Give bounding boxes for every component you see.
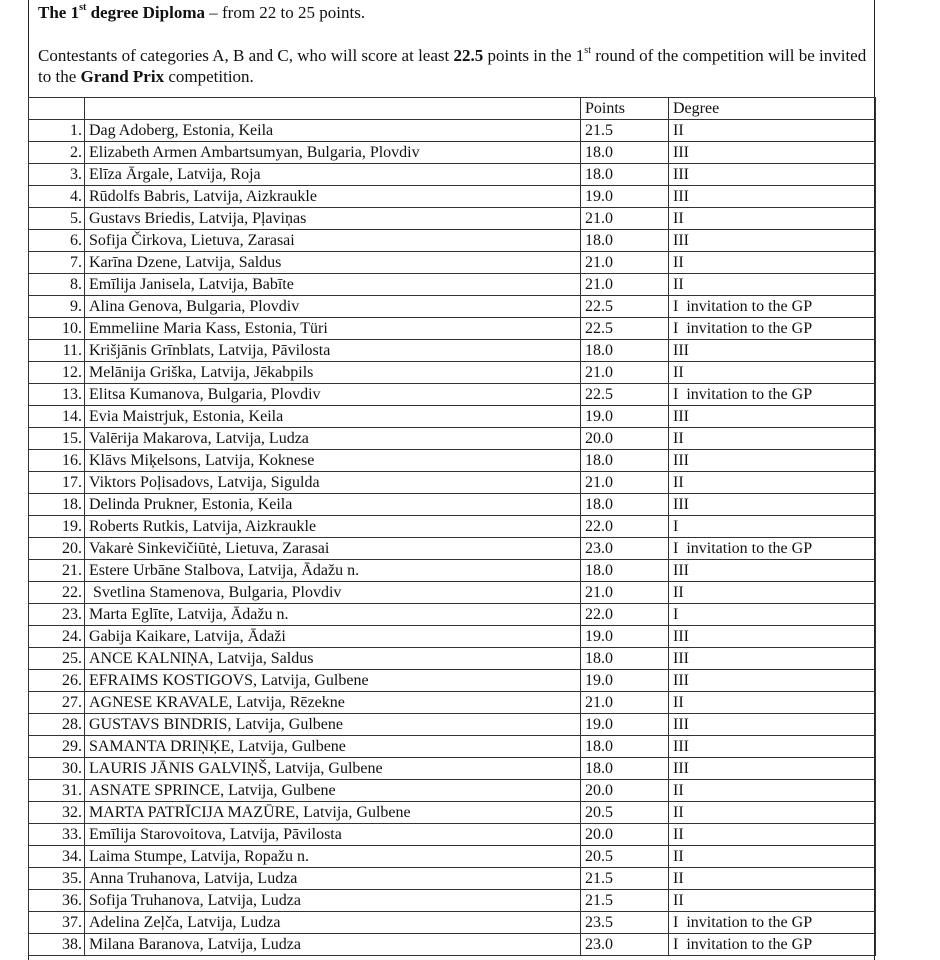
contestant-name: ASNATE SPRINCE, Latvija, Gulbene	[85, 780, 581, 802]
contestant-name: Karīna Dzene, Latvija, Saldus	[85, 252, 581, 274]
row-number: 19.	[29, 516, 85, 538]
row-degree: I invitation to the GP	[669, 934, 876, 956]
row-points: 23.0	[581, 934, 669, 956]
row-points: 21.0	[581, 362, 669, 384]
row-points: 21.0	[581, 692, 669, 714]
contestant-name: Elīza Ārgale, Latvija, Roja	[85, 164, 581, 186]
row-number: 28.	[29, 714, 85, 736]
contestant-name: ANCE KALNIŅA, Latvija, Saldus	[85, 648, 581, 670]
contestant-name: Elizabeth Armen Ambartsumyan, Bulgaria, Plovdiv	[85, 142, 581, 164]
table-row	[29, 736, 876, 758]
contestant-name: Evia Maistrjuk, Estonia, Keila	[85, 406, 581, 428]
row-points: 18.0	[581, 340, 669, 362]
row-degree: II	[669, 846, 876, 868]
row-points: 23.0	[581, 538, 669, 560]
contestant-name: Delinda Prukner, Estonia, Keila	[85, 494, 581, 516]
gp-text-4: competition.	[164, 67, 254, 86]
row-degree: I invitation to the GP	[669, 538, 876, 560]
contestant-name: Sofija Čirkova, Lietuva, Zarasai	[85, 230, 581, 252]
row-points: 21.5	[581, 868, 669, 890]
row-degree: II	[669, 780, 876, 802]
row-points: 18.0	[581, 758, 669, 780]
row-points: 19.0	[581, 626, 669, 648]
contestant-name: Anna Truhanova, Latvija, Ludza	[85, 868, 581, 890]
row-number: 30.	[29, 758, 85, 780]
table-row	[29, 582, 876, 604]
row-points: 19.0	[581, 714, 669, 736]
row-number: 29.	[29, 736, 85, 758]
row-degree: III	[669, 648, 876, 670]
row-number: 22.	[29, 582, 85, 604]
row-degree: I invitation to the GP	[669, 912, 876, 934]
row-points: 20.5	[581, 802, 669, 824]
table-row	[29, 516, 876, 538]
row-number: 2.	[29, 142, 85, 164]
contestant-name: Milana Baranova, Latvija, Ludza	[85, 934, 581, 956]
diploma-label-suffix: degree Diploma	[86, 3, 205, 22]
row-number: 15.	[29, 428, 85, 450]
row-number: 3.	[29, 164, 85, 186]
table-row	[29, 450, 876, 472]
row-degree: III	[669, 714, 876, 736]
table-row	[29, 604, 876, 626]
row-points: 18.0	[581, 164, 669, 186]
row-degree: II	[669, 472, 876, 494]
gp-text-3: round of the competition will be invited to the	[38, 46, 867, 86]
row-points: 18.0	[581, 142, 669, 164]
table-row	[29, 186, 876, 208]
contestant-name: Adelina Zeļča, Latvija, Ludza	[85, 912, 581, 934]
row-number: 31.	[29, 780, 85, 802]
table-row	[29, 318, 876, 340]
diploma-range-text: – from 22 to 25 points.	[205, 3, 366, 22]
contestant-name: Roberts Rutkis, Latvija, Aizkraukle	[85, 516, 581, 538]
results-body	[29, 120, 876, 956]
table-row	[29, 142, 876, 164]
row-degree: III	[669, 406, 876, 428]
row-number: 12.	[29, 362, 85, 384]
row-degree: II	[669, 868, 876, 890]
row-number: 36.	[29, 890, 85, 912]
row-number: 17.	[29, 472, 85, 494]
row-degree: II	[669, 802, 876, 824]
contestant-name: SAMANTA DRIŅĶE, Latvija, Gulbene	[85, 736, 581, 758]
row-points: 21.0	[581, 582, 669, 604]
table-row	[29, 384, 876, 406]
diploma-criteria-line	[38, 2, 868, 23]
row-points: 20.0	[581, 824, 669, 846]
row-points: 22.0	[581, 516, 669, 538]
row-points: 22.5	[581, 296, 669, 318]
table-row	[29, 164, 876, 186]
row-number: 32.	[29, 802, 85, 824]
row-number: 7.	[29, 252, 85, 274]
contestant-name: Emīlija Janisela, Latvija, Babīte	[85, 274, 581, 296]
contestant-name: Rūdolfs Babris, Latvija, Aizkraukle	[85, 186, 581, 208]
table-row	[29, 692, 876, 714]
row-number: 37.	[29, 912, 85, 934]
contestant-name: MARTA PATRĪCIJA MAZŪRE, Latvija, Gulbene	[85, 802, 581, 824]
contestant-name: LAURIS JĀNIS GALVIŅŠ, Latvija, Gulbene	[85, 758, 581, 780]
gp-text-2: points in the 1	[483, 46, 585, 65]
contestant-name: Alina Genova, Bulgaria, Plovdiv	[85, 296, 581, 318]
table-row	[29, 560, 876, 582]
row-points: 18.0	[581, 648, 669, 670]
row-degree: III	[669, 340, 876, 362]
row-degree: III	[669, 494, 876, 516]
row-degree: III	[669, 736, 876, 758]
row-number: 34.	[29, 846, 85, 868]
row-number: 10.	[29, 318, 85, 340]
row-degree: I	[669, 604, 876, 626]
contestant-name: Viktors Poļisadovs, Latvija, Sigulda	[85, 472, 581, 494]
table-row	[29, 538, 876, 560]
row-number: 23.	[29, 604, 85, 626]
table-row	[29, 780, 876, 802]
row-number: 5.	[29, 208, 85, 230]
table-row	[29, 340, 876, 362]
row-degree: II	[669, 428, 876, 450]
row-points: 18.0	[581, 736, 669, 758]
contestant-name: Klāvs Miķelsons, Latvija, Koknese	[85, 450, 581, 472]
contestant-name: Melānija Griška, Latvija, Jēkabpils	[85, 362, 581, 384]
row-points: 21.5	[581, 120, 669, 142]
row-number: 14.	[29, 406, 85, 428]
row-number: 4.	[29, 186, 85, 208]
row-number: 21.	[29, 560, 85, 582]
row-points: 20.0	[581, 428, 669, 450]
table-row	[29, 626, 876, 648]
gp-text-1: Contestants of categories A, B and C, who will score at least	[38, 46, 454, 65]
table-row	[29, 252, 876, 274]
table-row	[29, 120, 876, 142]
contestant-name: Laima Stumpe, Latvija, Ropažu n.	[85, 846, 581, 868]
row-number: 1.	[29, 120, 85, 142]
row-points: 18.0	[581, 450, 669, 472]
row-number: 13.	[29, 384, 85, 406]
diploma-label-prefix: The 1	[38, 3, 80, 22]
header-points: Points	[581, 98, 669, 120]
row-points: 18.0	[581, 230, 669, 252]
contestant-name: GUSTAVS BINDRIS, Latvija, Gulbene	[85, 714, 581, 736]
row-degree: III	[669, 186, 876, 208]
contestant-name: Estere Urbāne Stalbova, Latvija, Ādažu n.	[85, 560, 581, 582]
row-degree: II	[669, 362, 876, 384]
grand-prix-label: Grand Prix	[80, 67, 165, 86]
contestant-name: Dag Adoberg, Estonia, Keila	[85, 120, 581, 142]
row-points: 18.0	[581, 560, 669, 582]
row-points: 19.0	[581, 406, 669, 428]
table-row	[29, 868, 876, 890]
row-degree: I	[669, 516, 876, 538]
row-degree: II	[669, 582, 876, 604]
row-degree: II	[669, 274, 876, 296]
contestant-name: EFRAIMS KOSTIGOVS, Latvija, Gulbene	[85, 670, 581, 692]
row-points: 21.0	[581, 208, 669, 230]
contestant-name: Elitsa Kumanova, Bulgaria, Plovdiv	[85, 384, 581, 406]
gp-points-threshold: 22.5	[453, 46, 484, 65]
contestant-name: Emīlija Starovoitova, Latvija, Pāvilosta	[85, 824, 581, 846]
table-row	[29, 890, 876, 912]
row-points: 19.0	[581, 186, 669, 208]
row-degree: III	[669, 626, 876, 648]
table-row	[29, 230, 876, 252]
row-points: 21.0	[581, 252, 669, 274]
contestant-name: Svetlina Stamenova, Bulgaria, Plovdiv	[85, 582, 581, 604]
table-row	[29, 824, 876, 846]
row-number: 27.	[29, 692, 85, 714]
row-number: 18.	[29, 494, 85, 516]
contestant-name: Sofija Truhanova, Latvija, Ludza	[85, 890, 581, 912]
table-row	[29, 494, 876, 516]
table-row	[29, 670, 876, 692]
contestant-name: Gabija Kaikare, Latvija, Ādaži	[85, 626, 581, 648]
contestant-name: Vakarė Sinkevičiūtė, Lietuva, Zarasai	[85, 538, 581, 560]
row-degree: III	[669, 142, 876, 164]
header-number	[29, 98, 85, 120]
grand-prix-paragraph	[38, 45, 868, 87]
row-points: 21.5	[581, 890, 669, 912]
table-row	[29, 846, 876, 868]
row-degree: I invitation to the GP	[669, 296, 876, 318]
table-row	[29, 428, 876, 450]
row-degree: II	[669, 252, 876, 274]
table-row	[29, 472, 876, 494]
table-row	[29, 714, 876, 736]
row-degree: III	[669, 450, 876, 472]
row-degree: I invitation to the GP	[669, 318, 876, 340]
row-degree: III	[669, 230, 876, 252]
header-name	[85, 98, 581, 120]
intro-section	[38, 2, 868, 87]
table-row	[29, 648, 876, 670]
table-row	[29, 802, 876, 824]
row-number: 6.	[29, 230, 85, 252]
contestant-name: Emmeliine Maria Kass, Estonia, Türi	[85, 318, 581, 340]
row-number: 20.	[29, 538, 85, 560]
row-points: 20.0	[581, 780, 669, 802]
contestant-name: Marta Eglīte, Latvija, Ādažu n.	[85, 604, 581, 626]
table-row	[29, 296, 876, 318]
row-number: 11.	[29, 340, 85, 362]
row-degree: II	[669, 692, 876, 714]
results-table	[28, 97, 876, 956]
row-points: 20.5	[581, 846, 669, 868]
row-degree: II	[669, 890, 876, 912]
contestant-name: Valērija Makarova, Latvija, Ludza	[85, 428, 581, 450]
row-degree: II	[669, 824, 876, 846]
row-number: 24.	[29, 626, 85, 648]
table-row	[29, 362, 876, 384]
row-number: 33.	[29, 824, 85, 846]
row-points: 19.0	[581, 670, 669, 692]
table-row	[29, 208, 876, 230]
contestant-name: Krišjānis Grīnblats, Latvija, Pāvilosta	[85, 340, 581, 362]
row-degree: III	[669, 670, 876, 692]
contestant-name: AGNESE KRAVALE, Latvija, Rēzekne	[85, 692, 581, 714]
row-points: 22.5	[581, 384, 669, 406]
table-row	[29, 912, 876, 934]
row-number: 16.	[29, 450, 85, 472]
table-row	[29, 934, 876, 956]
row-points: 21.0	[581, 472, 669, 494]
row-degree: I invitation to the GP	[669, 384, 876, 406]
diploma-label-sup: st	[79, 2, 87, 14]
row-number: 9.	[29, 296, 85, 318]
table-row	[29, 274, 876, 296]
row-number: 38.	[29, 934, 85, 956]
row-degree: III	[669, 164, 876, 186]
row-points: 23.5	[581, 912, 669, 934]
row-number: 26.	[29, 670, 85, 692]
row-degree: II	[669, 120, 876, 142]
row-number: 8.	[29, 274, 85, 296]
table-row	[29, 406, 876, 428]
row-degree: III	[669, 560, 876, 582]
row-number: 25.	[29, 648, 85, 670]
header-degree: Degree	[669, 98, 876, 120]
row-number: 35.	[29, 868, 85, 890]
row-points: 22.5	[581, 318, 669, 340]
table-header-row	[29, 98, 876, 120]
gp-text-sup: st	[584, 45, 591, 57]
contestant-name: Gustavs Briedis, Latvija, Pļaviņas	[85, 208, 581, 230]
row-points: 21.0	[581, 274, 669, 296]
table-row	[29, 758, 876, 780]
row-points: 18.0	[581, 494, 669, 516]
row-points: 22.0	[581, 604, 669, 626]
row-degree: II	[669, 208, 876, 230]
row-degree: III	[669, 758, 876, 780]
